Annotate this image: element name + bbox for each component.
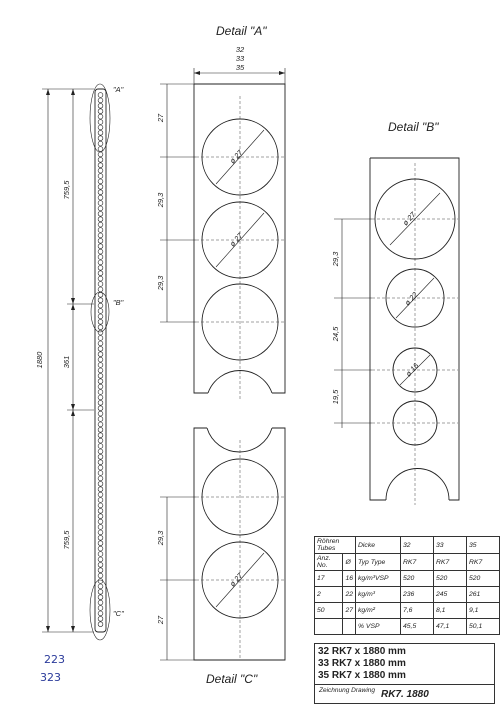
strip-hole (98, 222, 103, 227)
strip-hole (98, 395, 103, 400)
strip-hole (98, 120, 103, 125)
row-value: 9,1 (467, 603, 500, 619)
strip-hole (98, 125, 103, 130)
strip-hole (98, 584, 103, 589)
strip-hole (98, 465, 103, 470)
strip-hole (98, 130, 103, 135)
strip-hole (98, 190, 103, 195)
model-line: 33 RK7 x 1880 mm (318, 658, 406, 669)
model-line: 32 RK7 x 1880 mm (318, 646, 406, 657)
hdr-dicke: Dicke (356, 537, 401, 554)
detail-b-diam-2: ø 22 (402, 290, 420, 308)
row-value: 45,5 (401, 619, 434, 635)
strip-hole (98, 201, 103, 206)
strip-hole (98, 427, 103, 432)
row-dia: 22 (343, 587, 356, 603)
strip-hole (98, 325, 103, 330)
strip-hole (98, 330, 103, 335)
strip-hole (98, 195, 103, 200)
strip-hole (98, 168, 103, 173)
strip-hole (98, 141, 103, 146)
strip-hole (98, 519, 103, 524)
model-line: 35 RK7 x 1880 mm (318, 670, 406, 681)
hdr-col-33: 33 (434, 537, 467, 554)
strip-hole (98, 568, 103, 573)
hdr-dia: Ø (343, 554, 356, 571)
segment-bottom-text: 759,5 (62, 530, 71, 550)
strip-hole (98, 157, 103, 162)
strip-hole (98, 217, 103, 222)
strip-hole (98, 411, 103, 416)
handwritten-note-1: 223 (44, 653, 65, 666)
strip-hole (98, 498, 103, 503)
strip-hole (98, 211, 103, 216)
strip-hole (98, 179, 103, 184)
strip-hole (98, 303, 103, 308)
strip-hole (98, 357, 103, 362)
detail-a-dim-1: 27 (156, 113, 165, 123)
strip-hole (98, 346, 103, 351)
detail-c-dim-1: 29,3 (156, 530, 165, 546)
strip-hole (98, 265, 103, 270)
strip-hole (98, 292, 103, 297)
model-list (314, 643, 495, 685)
detail-a-width-33: 33 (235, 54, 245, 63)
strip-hole (98, 114, 103, 119)
handwritten-note-2: 323 (40, 671, 61, 684)
strip-hole (98, 152, 103, 157)
strip-hole (98, 238, 103, 243)
strip-hole (98, 379, 103, 384)
strip-hole (98, 363, 103, 368)
overview-strip (90, 84, 124, 640)
row-dia: 27 (343, 603, 356, 619)
detail-c-diam: ø 27 (227, 571, 245, 589)
table-row (315, 587, 500, 603)
strip-hole (98, 163, 103, 168)
strip-hole (98, 147, 103, 152)
strip-hole (98, 606, 103, 611)
hdr-tubes: Röhren Tubes (315, 537, 356, 554)
drawing-label: Zeichnung Drawing (319, 687, 376, 694)
detail-a-width-35: 35 (235, 63, 245, 72)
strip-hole (98, 276, 103, 281)
detail-b-dim-3: 19,5 (331, 389, 340, 405)
detail-b-dim-2: 24,5 (331, 326, 340, 342)
callout-a-label: "A" (113, 85, 124, 94)
strip-hole (98, 93, 103, 98)
row-value: 236 (401, 587, 434, 603)
row-dia: 16 (343, 571, 356, 587)
strip-hole (98, 589, 103, 594)
strip-hole (98, 98, 103, 103)
callout-c-label: "C" (113, 609, 124, 618)
detail-c-dim-2: 27 (156, 615, 165, 625)
strip-hole (98, 352, 103, 357)
row-unit: % VSP (356, 619, 401, 635)
segment-top-text: 759,5 (62, 180, 71, 200)
strip-hole (98, 249, 103, 254)
strip-hole (98, 557, 103, 562)
callout-a-oval (90, 84, 110, 152)
strip-hole (98, 287, 103, 292)
row-unit: kg/m³ (356, 587, 401, 603)
strip-hole (98, 433, 103, 438)
strip-hole (98, 535, 103, 540)
row-value: 50,1 (467, 619, 500, 635)
detail-a (156, 45, 285, 400)
strip-hole (98, 309, 103, 314)
hdr-anz: Anz. No. (315, 554, 343, 571)
row-value: 7,6 (401, 603, 434, 619)
strip-hole (98, 103, 103, 108)
detail-b-title: Detail "B" (388, 120, 439, 134)
strip-hole (98, 184, 103, 189)
callout-b-label: "B" (113, 298, 124, 307)
table-row (315, 571, 500, 587)
overview-holes (98, 93, 103, 627)
strip-hole (98, 476, 103, 481)
strip-hole (98, 530, 103, 535)
strip-hole (98, 487, 103, 492)
table-row (315, 619, 500, 635)
table-row (315, 603, 500, 619)
row-value: 261 (467, 587, 500, 603)
detail-b (331, 158, 459, 505)
strip-hole (98, 228, 103, 233)
strip-hole (98, 255, 103, 260)
strip-hole (98, 552, 103, 557)
strip-hole (98, 541, 103, 546)
row-value: 520 (434, 571, 467, 587)
detail-a-width-32: 32 (235, 45, 245, 54)
type-32: RK7 (401, 554, 434, 571)
strip-hole (98, 438, 103, 443)
row-anz (315, 619, 343, 635)
drawing-number: RK7. 1880 (381, 689, 429, 700)
hdr-col-32: 32 (401, 537, 434, 554)
strip-hole (98, 260, 103, 265)
strip-hole (98, 271, 103, 276)
strip-hole (98, 611, 103, 616)
strip-hole (98, 282, 103, 287)
strip-hole (98, 503, 103, 508)
strip-hole (98, 573, 103, 578)
strip-hole (98, 298, 103, 303)
detail-b-diam-3: ø 16 (403, 361, 421, 379)
row-value: 245 (434, 587, 467, 603)
hdr-typ: Typ Type (356, 554, 401, 571)
detail-c-title: Detail "C" (206, 672, 258, 686)
strip-hole (98, 460, 103, 465)
strip-hole (98, 546, 103, 551)
strip-hole (98, 319, 103, 324)
drawing-number-box (314, 684, 495, 704)
row-value: 520 (467, 571, 500, 587)
segment-mid-text: 361 (62, 355, 71, 369)
strip-hole (98, 449, 103, 454)
detail-a-diam-2: ø 27 (227, 231, 245, 249)
detail-a-title: Detail "A" (216, 24, 267, 38)
hdr-col-35: 35 (467, 537, 500, 554)
strip-hole (98, 471, 103, 476)
strip-hole (98, 233, 103, 238)
detail-c (156, 428, 285, 660)
segment-dimensions (62, 89, 94, 632)
type-33: RK7 (434, 554, 467, 571)
strip-hole (98, 616, 103, 621)
type-35: RK7 (467, 554, 500, 571)
strip-hole (98, 373, 103, 378)
strip-hole (98, 206, 103, 211)
strip-hole (98, 444, 103, 449)
spec-table (314, 536, 500, 635)
strip-hole (98, 390, 103, 395)
row-anz: 17 (315, 571, 343, 587)
row-anz: 50 (315, 603, 343, 619)
strip-hole (98, 136, 103, 141)
row-value: 8,1 (434, 603, 467, 619)
strip-hole (98, 600, 103, 605)
detail-b-dim-1: 29,3 (331, 251, 340, 267)
strip-hole (98, 400, 103, 405)
strip-hole (98, 368, 103, 373)
strip-hole (98, 514, 103, 519)
strip-hole (98, 622, 103, 627)
strip-hole (98, 314, 103, 319)
row-unit: kg/m³VSP (356, 571, 401, 587)
detail-a-dim-2: 29,3 (156, 192, 165, 208)
strip-hole (98, 384, 103, 389)
strip-hole (98, 336, 103, 341)
row-value: 47,1 (434, 619, 467, 635)
strip-hole (98, 595, 103, 600)
strip-hole (98, 481, 103, 486)
row-anz: 2 (315, 587, 343, 603)
row-unit: kg/m² (356, 603, 401, 619)
strip-hole (98, 422, 103, 427)
strip-hole (98, 341, 103, 346)
strip-hole (98, 109, 103, 114)
strip-hole (98, 174, 103, 179)
row-value: 520 (401, 571, 434, 587)
strip-hole (98, 525, 103, 530)
strip-hole (98, 562, 103, 567)
row-dia (343, 619, 356, 635)
strip-hole (98, 454, 103, 459)
strip-hole (98, 417, 103, 422)
detail-a-dim-3: 29,3 (156, 275, 165, 291)
detail-b-diam-1: ø 27 (400, 210, 418, 228)
overall-length-text: 1880 (35, 351, 44, 369)
strip-hole (98, 508, 103, 513)
strip-hole (98, 406, 103, 411)
strip-hole (98, 244, 103, 249)
strip-hole (98, 492, 103, 497)
detail-a-diam-1: ø 27 (227, 148, 245, 166)
